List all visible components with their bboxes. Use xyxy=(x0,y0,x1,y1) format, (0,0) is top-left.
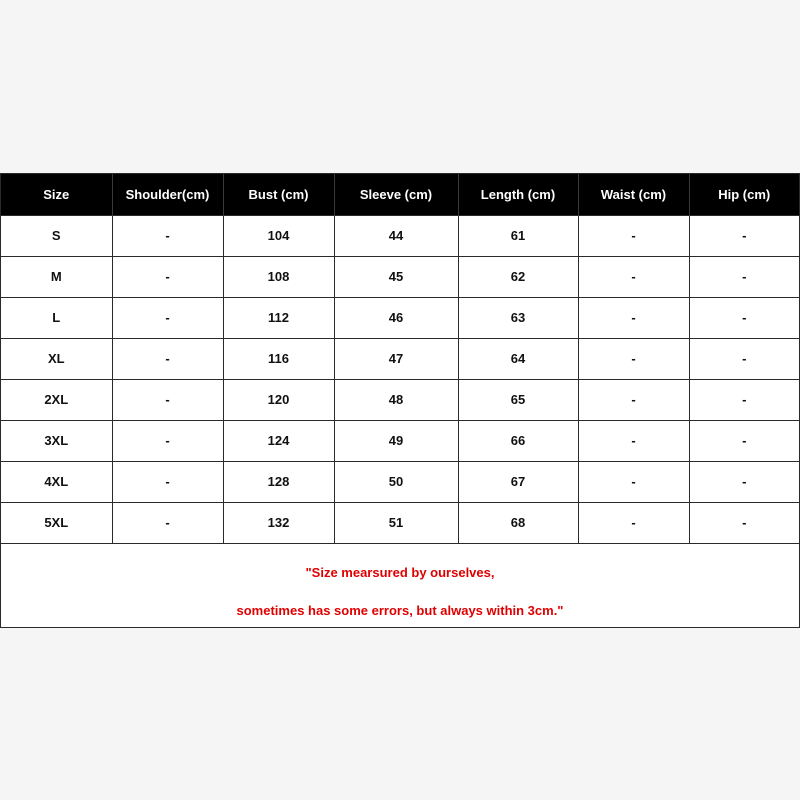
cell-shoulder: - xyxy=(112,215,223,256)
cell-bust: 104 xyxy=(223,215,334,256)
cell-size: 3XL xyxy=(1,420,112,461)
cell-hip: - xyxy=(689,502,799,543)
cell-hip: - xyxy=(689,379,799,420)
cell-waist: - xyxy=(578,502,689,543)
cell-size: M xyxy=(1,256,112,297)
cell-waist: - xyxy=(578,297,689,338)
cell-size: 5XL xyxy=(1,502,112,543)
cell-length: 66 xyxy=(458,420,578,461)
cell-length: 63 xyxy=(458,297,578,338)
cell-shoulder: - xyxy=(112,420,223,461)
table-row xyxy=(1,338,799,379)
cell-size: 2XL xyxy=(1,379,112,420)
header-shoulder: Shoulder(cm) xyxy=(112,174,223,215)
table-row xyxy=(1,379,799,420)
cell-bust: 112 xyxy=(223,297,334,338)
size-chart-table xyxy=(1,174,799,627)
cell-waist: - xyxy=(578,461,689,502)
cell-size: XL xyxy=(1,338,112,379)
cell-shoulder: - xyxy=(112,338,223,379)
cell-hip: - xyxy=(689,461,799,502)
cell-hip: - xyxy=(689,256,799,297)
cell-hip: - xyxy=(689,420,799,461)
cell-hip: - xyxy=(689,215,799,256)
cell-waist: - xyxy=(578,256,689,297)
header-row xyxy=(1,174,799,215)
header-length: Length (cm) xyxy=(458,174,578,215)
cell-length: 68 xyxy=(458,502,578,543)
cell-bust: 120 xyxy=(223,379,334,420)
cell-sleeve: 45 xyxy=(334,256,458,297)
cell-sleeve: 48 xyxy=(334,379,458,420)
cell-length: 65 xyxy=(458,379,578,420)
table-row xyxy=(1,256,799,297)
table-row xyxy=(1,502,799,543)
cell-waist: - xyxy=(578,420,689,461)
header-bust: Bust (cm) xyxy=(223,174,334,215)
cell-waist: - xyxy=(578,379,689,420)
table-row xyxy=(1,297,799,338)
cell-sleeve: 50 xyxy=(334,461,458,502)
cell-length: 61 xyxy=(458,215,578,256)
cell-waist: - xyxy=(578,338,689,379)
cell-sleeve: 47 xyxy=(334,338,458,379)
cell-shoulder: - xyxy=(112,461,223,502)
header-size: Size xyxy=(43,186,70,202)
cell-waist: - xyxy=(578,215,689,256)
cell-sleeve: 49 xyxy=(334,420,458,461)
cell-shoulder: - xyxy=(112,502,223,543)
cell-sleeve: 51 xyxy=(334,502,458,543)
cell-sleeve: 44 xyxy=(334,215,458,256)
header-sleeve: Sleeve (cm) xyxy=(334,174,458,215)
cell-hip: - xyxy=(689,297,799,338)
cell-bust: 108 xyxy=(223,256,334,297)
cell-shoulder: - xyxy=(112,297,223,338)
cell-shoulder: - xyxy=(112,379,223,420)
table-row xyxy=(1,461,799,502)
cell-bust: 116 xyxy=(223,338,334,379)
cell-size: L xyxy=(1,297,112,338)
cell-size: 4XL xyxy=(1,461,112,502)
cell-size: S xyxy=(1,215,112,256)
cell-bust: 128 xyxy=(223,461,334,502)
cell-bust: 132 xyxy=(223,502,334,543)
measurement-note xyxy=(1,543,799,627)
table-body xyxy=(1,215,799,543)
table-row xyxy=(1,215,799,256)
header-hip: Hip (cm) xyxy=(689,174,799,215)
header-waist: Waist (cm) xyxy=(578,174,689,215)
table-row xyxy=(1,420,799,461)
cell-shoulder: - xyxy=(112,256,223,297)
size-chart xyxy=(0,173,800,628)
cell-sleeve: 46 xyxy=(334,297,458,338)
cell-hip: - xyxy=(689,338,799,379)
cell-length: 67 xyxy=(458,461,578,502)
note-line-1: "Size mearsured by ourselves, xyxy=(305,565,495,580)
cell-length: 64 xyxy=(458,338,578,379)
cell-length: 62 xyxy=(458,256,578,297)
note-line-2: sometimes has some errors, but always within 3cm." xyxy=(236,603,564,618)
cell-bust: 124 xyxy=(223,420,334,461)
